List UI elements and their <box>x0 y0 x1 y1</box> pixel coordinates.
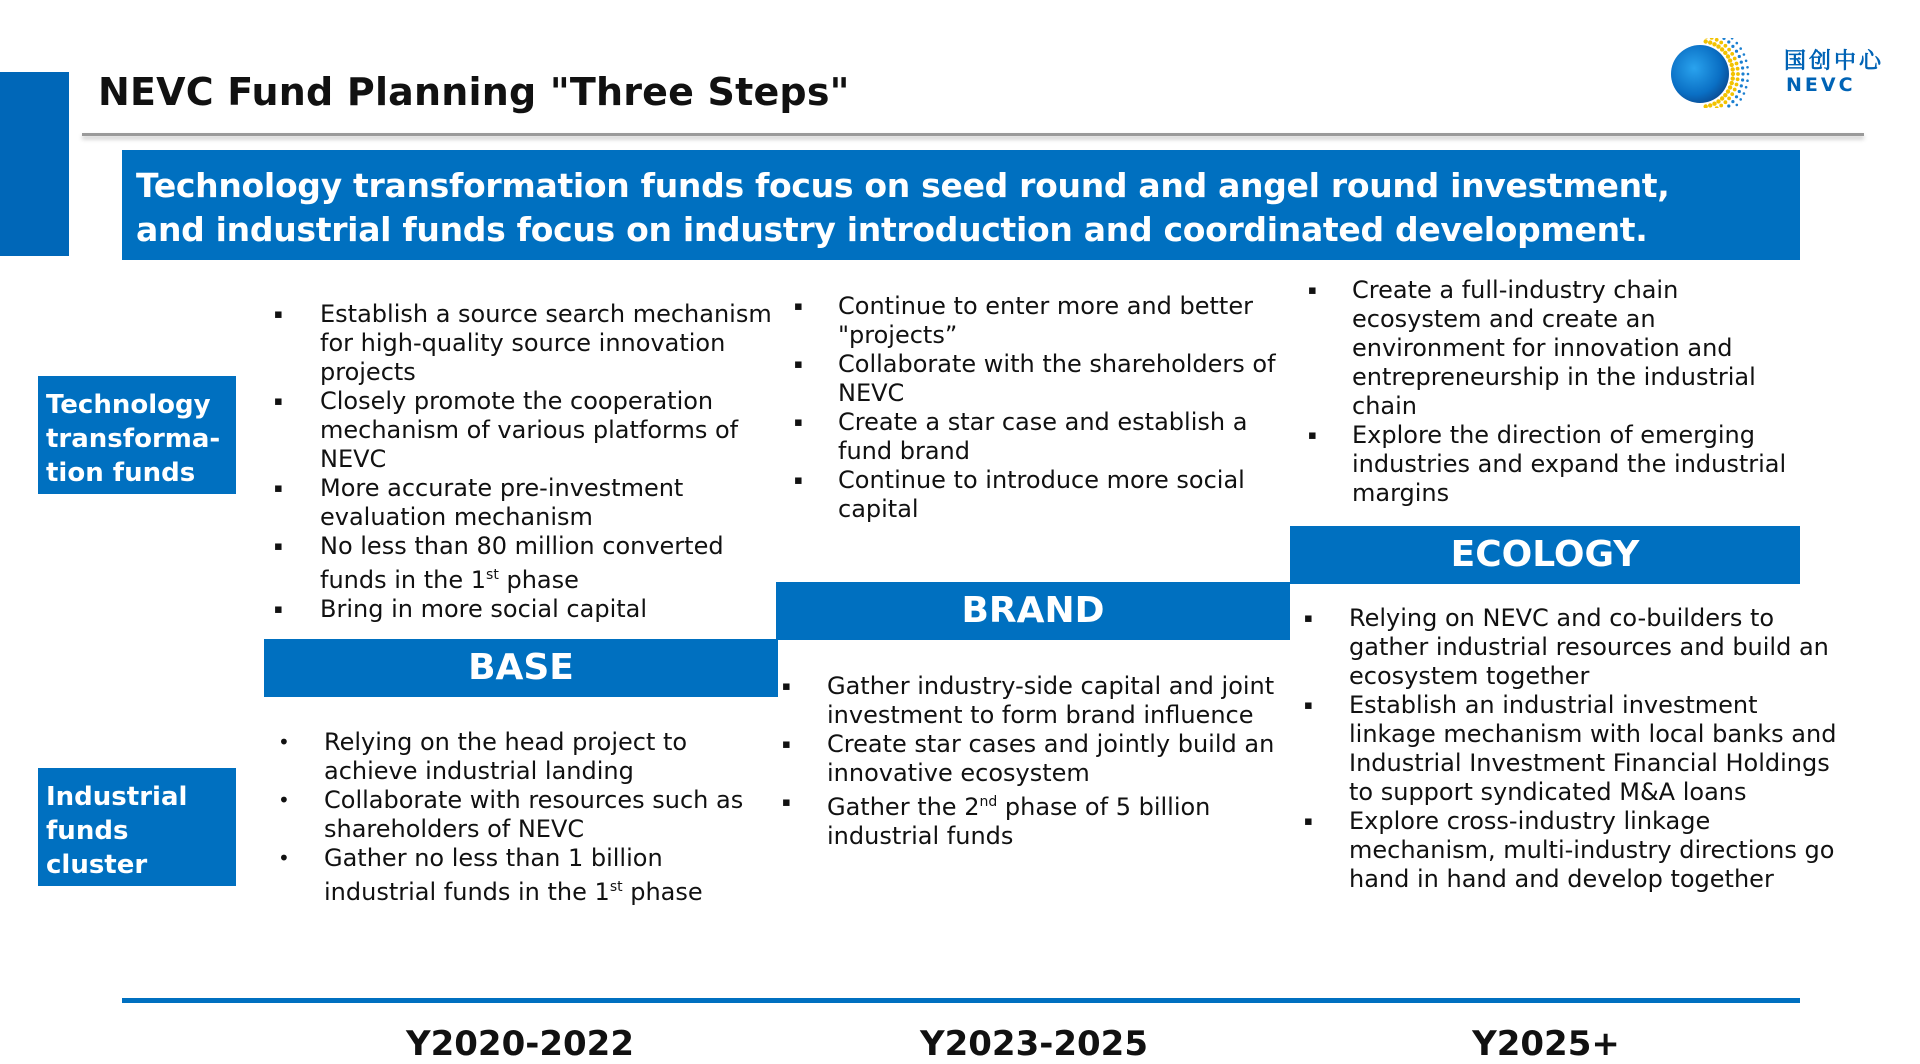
logo-dot <box>1712 42 1716 46</box>
bullet-item <box>1302 691 1842 807</box>
year-label-phase-2: Y2023-2025 <box>920 1024 1148 1064</box>
bullet-item <box>792 466 1292 524</box>
bullet-text: phase <box>498 566 579 594</box>
bullet-line: shareholders of NEVC <box>324 815 585 843</box>
bullet-line: hand in hand and develop together <box>1349 865 1774 893</box>
bullet-line: Establish a source search mechanism <box>320 300 772 328</box>
bullet-line <box>324 873 756 907</box>
year-label-phase-3: Y2025+ <box>1472 1024 1620 1064</box>
bullet-line: Closely promote the cooperation <box>320 387 714 415</box>
logo-dot <box>1727 48 1731 52</box>
bullet-marker: • <box>278 788 290 812</box>
logo-dot <box>1708 103 1712 107</box>
logo-dot <box>1728 85 1732 89</box>
logo-dot <box>1743 92 1746 95</box>
bullet-marker: • <box>278 730 290 754</box>
logo-english-text: NEVC <box>1786 74 1856 96</box>
bullet-item <box>272 387 772 474</box>
bullet-line: chain <box>1352 392 1417 420</box>
bullet-line: ecosystem and create an <box>1352 305 1656 333</box>
bullet-line: industries and expand the industrial <box>1352 450 1787 478</box>
bullet-line: mechanism of various platforms of <box>320 416 739 444</box>
bullet-line: Explore the direction of emerging <box>1352 421 1755 449</box>
logo-dot <box>1746 66 1749 69</box>
bullet-item <box>792 292 1292 350</box>
bullet-line: entrepreneurship in the industrial <box>1352 363 1756 391</box>
logo-dot <box>1708 40 1712 44</box>
logo-dot <box>1724 100 1728 104</box>
bullet-marker: ▪ <box>794 299 803 314</box>
bullet-line: Establish an industrial investment <box>1349 691 1758 719</box>
bullet-item <box>780 730 1280 788</box>
logo-dot <box>1735 62 1739 66</box>
row-label-line: funds <box>46 816 129 846</box>
bullet-text: Gather the 2 <box>827 793 980 821</box>
step-brand: BRAND <box>776 582 1290 640</box>
bullet-line: Collaborate with resources such as <box>324 786 744 814</box>
logo-dot <box>1745 60 1748 63</box>
nevc-logo <box>1668 38 1888 108</box>
bullet-marker: ▪ <box>1304 814 1313 829</box>
bullet-line: Relying on NEVC and co-builders to <box>1349 604 1775 632</box>
bullet-line: capital <box>838 495 919 523</box>
logo-dot <box>1741 66 1744 69</box>
page-title: NEVC Fund Planning "Three Steps" <box>98 70 850 114</box>
bullet-marker: • <box>278 846 290 870</box>
bullet-line: More accurate pre-investment <box>320 474 684 502</box>
brand-industrial-bullets <box>780 672 1280 851</box>
step-base: BASE <box>264 639 778 697</box>
bullet-line: "projects” <box>838 321 958 349</box>
logo-dot <box>1727 40 1730 43</box>
bullet-line: to support syndicated M&A loans <box>1349 778 1747 806</box>
logo-dot <box>1728 58 1732 62</box>
logo-dot <box>1731 76 1735 80</box>
logo-dot <box>1723 93 1727 97</box>
bullet-marker: ▪ <box>274 394 283 409</box>
bullet-line: Industrial Investment Financial Holdings <box>1349 749 1830 777</box>
bullet-marker: ▪ <box>794 473 803 488</box>
logo-dot <box>1747 73 1750 76</box>
row-label-line: cluster <box>46 850 148 880</box>
globe-logo-icon <box>1668 38 1780 108</box>
logo-dot <box>1715 106 1719 108</box>
bullet-line: Collaborate with the shareholders of <box>838 350 1276 378</box>
bullet-line: projects <box>320 358 416 386</box>
bullet-line: Continue to introduce more social <box>838 466 1245 494</box>
bullet-item <box>1302 604 1842 691</box>
logo-dot <box>1736 67 1740 71</box>
row-label-industrial-funds-cluster <box>38 768 236 886</box>
logo-dot <box>1726 54 1730 58</box>
bullet-item <box>1306 276 1806 421</box>
bullet-marker: ▪ <box>794 357 803 372</box>
bullet-line: NEVC <box>838 379 905 407</box>
logo-dot <box>1735 83 1739 87</box>
logo-dot <box>1740 61 1743 64</box>
logo-dot <box>1739 47 1742 50</box>
logo-dot <box>1733 88 1737 92</box>
logo-dot <box>1736 42 1739 45</box>
logo-dot <box>1720 96 1724 100</box>
superscript-ordinal: nd <box>979 794 998 810</box>
bullet-marker: ▪ <box>794 415 803 430</box>
row-label-line: Technology <box>46 390 211 420</box>
logo-dot <box>1736 104 1739 107</box>
superscript-ordinal: st <box>486 567 499 583</box>
ecology-tech-bullets <box>1306 276 1806 508</box>
bullet-line: evaluation mechanism <box>320 503 593 531</box>
logo-dot <box>1731 38 1734 40</box>
base-industrial-bullets <box>276 728 756 907</box>
bullet-item <box>276 786 756 844</box>
bullet-line: Explore cross-industry linkage <box>1349 807 1711 835</box>
summary-banner <box>122 150 1800 260</box>
bullet-item <box>272 300 772 387</box>
base-tech-bullets <box>272 300 772 624</box>
logo-dot <box>1746 79 1749 82</box>
logo-dot <box>1745 86 1748 89</box>
bullet-line: No less than 80 million converted <box>320 532 724 560</box>
bullet-item <box>792 350 1292 408</box>
bullet-line: margins <box>1352 479 1450 507</box>
logo-dot <box>1738 55 1741 58</box>
logo-dot <box>1736 77 1740 81</box>
banner-line-2: and industrial funds focus on industry introduction and coordinated development. <box>136 210 1648 249</box>
logo-dot <box>1704 104 1708 108</box>
bullet-line: industrial funds <box>827 822 1014 850</box>
brand-tech-bullets <box>792 292 1292 524</box>
logo-dot <box>1726 89 1730 93</box>
bullet-item <box>1306 421 1806 508</box>
logo-dot <box>1722 38 1725 40</box>
banner-line-1: Technology transformation funds focus on seed round and angel round investment, <box>136 166 1670 205</box>
bullet-line: Create a full-industry chain <box>1352 276 1679 304</box>
title-divider <box>82 133 1864 136</box>
bullet-text: funds in the 1 <box>320 566 487 594</box>
bullet-item <box>1302 807 1842 894</box>
logo-dot <box>1719 41 1723 45</box>
logo-dot <box>1735 50 1738 53</box>
bullet-marker: ▪ <box>782 795 791 810</box>
bullet-line: Bring in more social capital <box>320 595 648 623</box>
bullet-line: ecosystem together <box>1349 662 1590 690</box>
bullet-line: mechanism, multi-industry directions go <box>1349 836 1835 864</box>
ecology-industrial-bullets <box>1302 604 1842 894</box>
logo-dot <box>1741 72 1744 75</box>
logo-dot <box>1731 72 1735 76</box>
bullet-line: Create a star case and establish a <box>838 408 1248 436</box>
bullet-item <box>780 672 1280 730</box>
bullet-text: phase of 5 billion <box>997 793 1211 821</box>
bullet-line: Continue to enter more and better <box>838 292 1253 320</box>
logo-dot <box>1743 53 1746 56</box>
bullet-item <box>780 788 1280 851</box>
bullet-line: investment to form brand influence <box>827 701 1254 729</box>
bullet-line: achieve industrial landing <box>324 757 634 785</box>
bullet-line: Gather no less than 1 billion <box>324 844 663 872</box>
logo-dot <box>1736 72 1740 76</box>
bullet-marker: ▪ <box>274 307 283 322</box>
logo-dot <box>1738 90 1741 93</box>
bullet-line: environment for innovation and <box>1352 334 1733 362</box>
logo-dot <box>1740 84 1743 87</box>
bullet-item <box>272 532 772 595</box>
bullet-line <box>827 788 1280 822</box>
bullet-marker: ▪ <box>782 679 791 694</box>
logo-dot <box>1731 67 1735 71</box>
logo-dot <box>1727 97 1731 101</box>
logo-dot <box>1720 47 1724 51</box>
logo-dot <box>1727 104 1730 107</box>
logo-dot <box>1716 99 1720 103</box>
bullet-marker: ▪ <box>1308 428 1317 443</box>
logo-dot <box>1730 63 1734 67</box>
logo-dot <box>1724 44 1728 48</box>
logo-dot <box>1715 38 1719 42</box>
row-label-line: transforma- <box>46 424 221 454</box>
superscript-ordinal: st <box>609 879 623 895</box>
row-label-technology-transformation-funds <box>38 376 236 494</box>
logo-dot <box>1735 95 1738 98</box>
logo-dot <box>1730 52 1734 56</box>
step-ecology: ECOLOGY <box>1290 526 1800 584</box>
logo-dot <box>1712 102 1716 106</box>
bullet-marker: ▪ <box>1304 611 1313 626</box>
row-label-line: Industrial <box>46 782 188 812</box>
logo-dot <box>1733 57 1737 61</box>
bullet-line: for high-quality source innovation <box>320 329 726 357</box>
bullet-marker: ▪ <box>274 481 283 496</box>
bullet-line: linkage mechanism with local banks and <box>1349 720 1837 748</box>
logo-dot <box>1719 104 1723 108</box>
bullet-line: innovative ecosystem <box>827 759 1090 787</box>
bullet-text: phase <box>622 878 703 906</box>
bullet-item <box>276 844 756 907</box>
bullet-line: gather industrial resources and build an <box>1349 633 1829 661</box>
bullet-marker: ▪ <box>782 737 791 752</box>
bullet-item <box>276 728 756 786</box>
bullet-line: NEVC <box>320 445 387 473</box>
bullet-line: Gather industry-side capital and joint <box>827 672 1275 700</box>
bullet-item <box>792 408 1292 466</box>
bullet-item <box>272 474 772 532</box>
timeline-bar <box>122 998 1800 1003</box>
logo-dot <box>1710 38 1714 40</box>
bullet-marker: ▪ <box>274 539 283 554</box>
bullet-line: Relying on the head project to <box>324 728 688 756</box>
bullet-marker: ▪ <box>1304 698 1313 713</box>
logo-dot <box>1741 78 1744 81</box>
bullet-line: Create star cases and jointly build an <box>827 730 1275 758</box>
bullet-item <box>272 595 772 624</box>
bullet-marker: ▪ <box>274 602 283 617</box>
logo-dot <box>1723 51 1727 55</box>
bullet-text: industrial funds in the 1 <box>324 878 610 906</box>
logo-dot <box>1739 98 1742 101</box>
logo-dot <box>1731 100 1734 103</box>
logo-chinese-text: 国创中心 <box>1784 49 1885 74</box>
bullet-line: fund brand <box>838 437 970 465</box>
logo-dot <box>1705 38 1709 39</box>
bullet-marker: ▪ <box>1308 283 1317 298</box>
logo-dot <box>1704 39 1708 43</box>
left-accent-bar <box>0 72 69 256</box>
year-label-phase-1: Y2020-2022 <box>406 1024 634 1064</box>
bullet-line <box>320 561 772 595</box>
row-label-line: tion funds <box>46 458 196 488</box>
logo-dot <box>1730 81 1734 85</box>
logo-dot <box>1731 45 1734 48</box>
logo-dot <box>1716 44 1720 48</box>
logo-dot <box>1730 92 1734 96</box>
